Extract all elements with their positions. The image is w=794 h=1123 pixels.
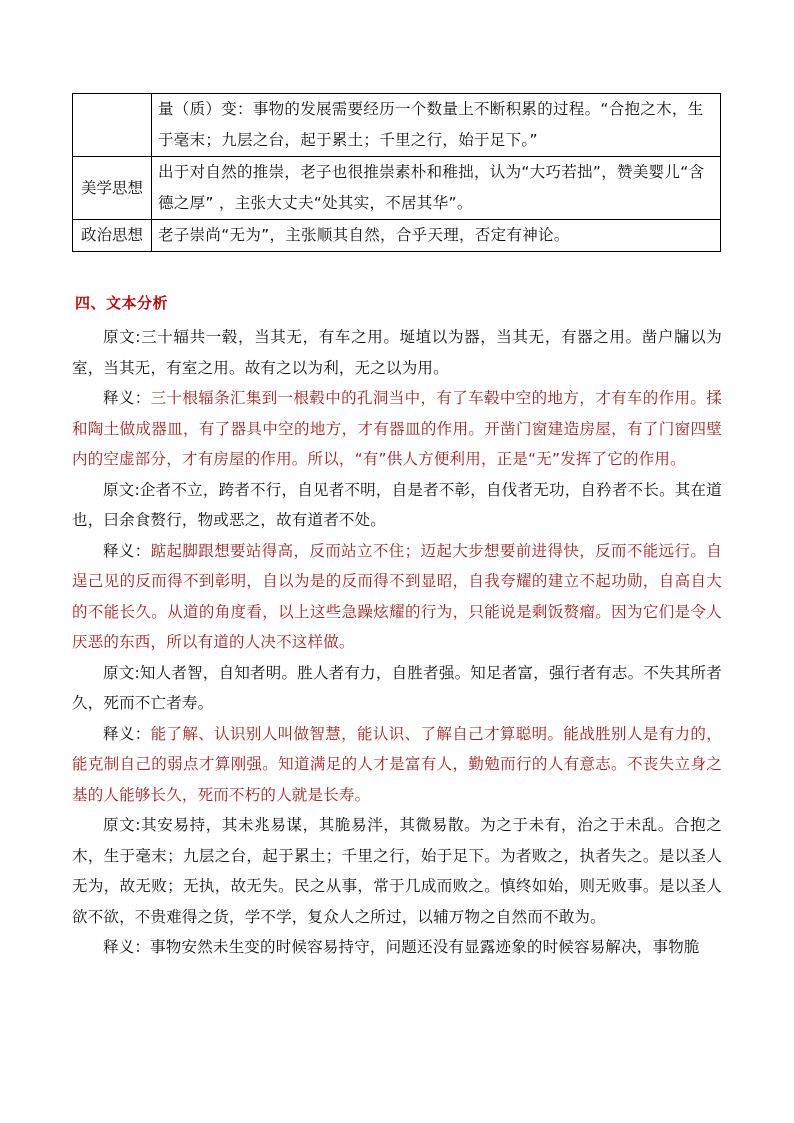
original-prefix: 原文:	[103, 816, 141, 834]
original-text-paragraph	[72, 810, 722, 932]
table-row	[73, 220, 721, 252]
row-label	[73, 94, 152, 157]
original-text: 企者不立，跨者不行，自见者不明，自是者不彰，自伐者无功，自矜者不长。其在道也，曰余食赘行，物或恶之，故有道者不处。	[72, 480, 722, 529]
table-row	[73, 157, 721, 220]
explanation-paragraph	[72, 383, 722, 475]
explanation-text: 能了解、认识别人叫做智慧，能认识、了解自己才算聪明。能战胜别人是有力的，能克制自己的弱点才算刚强。知道满足的人才是富有人，勤勉而行的人有意志。不丧失立身之基的人能够长久，死而不朽的人就是长寿。	[72, 724, 723, 804]
explanation-paragraph	[72, 719, 722, 811]
original-prefix: 原文:	[103, 663, 140, 682]
explanation-prefix: 释义：	[103, 938, 151, 956]
original-prefix: 原文:	[103, 480, 140, 499]
row-label: 美学思想	[73, 157, 152, 220]
row-content: 老子崇尚“无为”，主张顺其自然，合乎天理，否定有神论。	[152, 220, 721, 252]
explanation-text: 三十根辐条汇集到一根毂中的孔洞当中，有了车毂中空的地方，才有车的作用。揉和陶土做成器皿，有了器具中空的地方，才有器皿的作用。开凿门窗建造房屋，有了门窗四壁内的空虚部分，才有房屋的作用。所以，“有”供人方便利用，正是“无”发挥了它的作用。	[72, 389, 723, 468]
row-content: 出于对自然的推崇，老子也很推崇素朴和稚拙，认为“大巧若拙”，赞美婴儿“含德之厚” ，主张大丈夫“处其实，不居其华”。	[152, 157, 721, 220]
explanation-text: 踮起脚跟想要站得高，反而站立不住；迈起大步想要前进得快，反而不能远行。自逞己见的反而得不到彰明，自以为是的反而得不到显昭，自我夸耀的建立不起功勋，自高自大的不能长久。从道的角度看，以上这些急躁炫耀的行为，只能说是剩饭赘瘤。因为它们是令人厌恶的东西，所以有道的人决不这样做。	[72, 541, 723, 651]
explanation-paragraph	[72, 536, 722, 658]
table-row	[73, 94, 721, 157]
explanation-prefix: 释义：	[103, 541, 151, 560]
original-text-paragraph	[72, 658, 722, 719]
explanation-prefix: 释义：	[103, 724, 151, 743]
original-text-paragraph	[72, 475, 722, 536]
section-title: 四、文本分析	[75, 294, 169, 312]
laozi-thought-table	[72, 93, 721, 252]
row-label: 政治思想	[73, 220, 152, 252]
explanation-paragraph	[72, 932, 722, 963]
original-text: 其安易持，其未兆易谋，其脆易泮，其微易散。为之于未有，治之于未乱。合抱之木，生于毫末；九层之台，起于累土；千里之行，始于足下。为者败之，执者失之。是以圣人无为，故无败；无执，故无失。民之从事，常于几成而败之。慎终如始，则无败事。是以圣人欲不欲，不贵难得之货，学不学，复众人之所过，以辅万物之自然而不敢为。	[72, 816, 722, 926]
text-analysis	[72, 322, 722, 963]
original-prefix: 原文:	[103, 328, 141, 346]
original-text: 三十辐共一毂，当其无，有车之用。埏埴以为器，当其无，有器之用。凿户牖以为室，当其无，有室之用。故有之以为利，无之以为用。	[72, 328, 722, 377]
explanation-text: 事物安然未生变的时候容易持守，问题还没有显露迹象的时候容易解决，事物脆	[150, 938, 700, 956]
row-content: 量（质）变：事物的发展需要经历一个数量上不断积累的过程。“合抱之木，生于毫末；九层之台，起于累土；千里之行，始于足下。”	[152, 94, 721, 157]
explanation-prefix: 释义：	[103, 389, 151, 407]
original-text: 知人者智，自知者明。胜人者有力，自胜者强。知足者富，强行者有志。不失其所者久，死而不亡者寿。	[72, 663, 722, 712]
original-text-paragraph	[72, 322, 722, 383]
